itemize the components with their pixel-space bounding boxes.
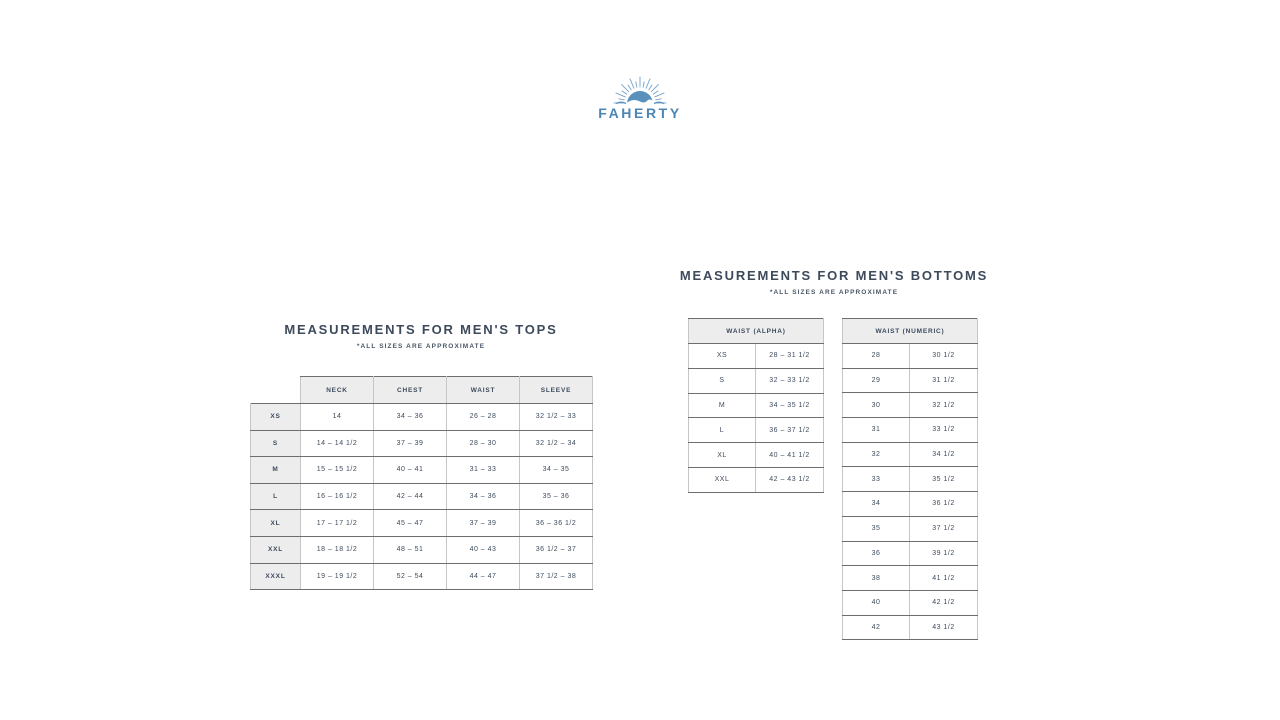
numeric-table-body — [843, 344, 978, 640]
measurement-cell: 16 – 16 1/2 — [301, 483, 374, 510]
tops-column-header: SLEEVE — [520, 377, 593, 404]
size-cell: 42 — [843, 615, 910, 640]
waist-value-cell: 35 1/2 — [910, 467, 978, 492]
size-cell: L — [689, 418, 756, 443]
numeric-table-row — [843, 368, 978, 393]
tops-column-header: WAIST — [447, 377, 520, 404]
size-cell: 34 — [843, 492, 910, 517]
size-cell: 31 — [843, 418, 910, 443]
sun-ray-icon — [643, 82, 644, 87]
measurement-cell: 52 – 54 — [374, 563, 447, 590]
tops-title: MEASUREMENTS FOR MEN'S TOPS — [284, 322, 558, 337]
tops-subtitle: *ALL SIZES ARE APPROXIMATE — [356, 343, 486, 350]
alpha-header-row — [689, 319, 824, 344]
size-label-cell: XXL — [251, 536, 301, 563]
measurement-cell: 34 – 36 — [374, 404, 447, 431]
size-label-cell: M — [251, 457, 301, 484]
measurement-cell: 45 – 47 — [374, 510, 447, 537]
tops-heading — [250, 322, 592, 350]
size-cell: XL — [689, 443, 756, 468]
measurement-cell: 32 1/2 – 33 — [520, 404, 593, 431]
sun-ray-icon — [649, 85, 652, 90]
waist-value-cell: 40 – 41 1/2 — [756, 443, 824, 468]
measurement-cell: 17 – 17 1/2 — [301, 510, 374, 537]
sun-ray-icon — [655, 93, 664, 97]
measurement-cell: 26 – 28 — [447, 404, 520, 431]
waist-value-cell: 42 – 43 1/2 — [756, 467, 824, 492]
size-cell: XXL — [689, 467, 756, 492]
size-cell: 33 — [843, 467, 910, 492]
measurement-cell: 37 – 39 — [374, 430, 447, 457]
alpha-table-header: WAIST (ALPHA) — [689, 319, 824, 344]
size-cell: 40 — [843, 590, 910, 615]
tops-table-row — [251, 404, 593, 431]
measurement-cell: 42 – 44 — [374, 483, 447, 510]
waist-value-cell: 30 1/2 — [910, 344, 978, 369]
sun-ray-icon — [651, 85, 658, 92]
alpha-table-row — [689, 467, 824, 492]
tops-table-row — [251, 430, 593, 457]
waist-alpha-table — [688, 318, 824, 493]
measurement-cell: 40 – 43 — [447, 536, 520, 563]
size-label-cell: L — [251, 483, 301, 510]
size-cell: 29 — [843, 368, 910, 393]
measurement-cell: 14 – 14 1/2 — [301, 430, 374, 457]
sun-ray-icon — [653, 91, 658, 94]
measurement-cell: 15 – 15 1/2 — [301, 457, 374, 484]
measurement-cell: 19 – 19 1/2 — [301, 563, 374, 590]
sun-ray-icon — [656, 99, 661, 100]
bottoms-heading — [664, 268, 1004, 296]
size-cell: M — [689, 393, 756, 418]
numeric-table-row — [843, 344, 978, 369]
sun-ray-icon — [630, 79, 634, 88]
measurement-cell: 34 – 35 — [520, 457, 593, 484]
waist-value-cell: 42 1/2 — [910, 590, 978, 615]
measurement-cell: 37 1/2 – 38 — [520, 563, 593, 590]
faherty-wordmark: FAHERTY — [598, 105, 682, 121]
measurement-cell: 34 – 36 — [447, 483, 520, 510]
measurement-cell: 35 – 36 — [520, 483, 593, 510]
sun-ray-icon — [628, 85, 631, 90]
size-cell: S — [689, 368, 756, 393]
size-cell: 38 — [843, 566, 910, 591]
numeric-table-row — [843, 418, 978, 443]
alpha-table-row — [689, 368, 824, 393]
measurement-cell: 18 – 18 1/2 — [301, 536, 374, 563]
numeric-table-row — [843, 516, 978, 541]
sun-ray-icon — [619, 99, 624, 100]
tops-table-row — [251, 536, 593, 563]
sun-ray-icon — [622, 85, 629, 92]
sun-ray-icon — [636, 82, 637, 87]
waist-value-cell: 36 – 37 1/2 — [756, 418, 824, 443]
alpha-table-row — [689, 344, 824, 369]
tops-table-row — [251, 510, 593, 537]
waist-value-cell: 33 1/2 — [910, 418, 978, 443]
numeric-table-row — [843, 467, 978, 492]
size-label-cell: XXXL — [251, 563, 301, 590]
size-cell: 32 — [843, 442, 910, 467]
sun-ray-icon — [622, 91, 627, 94]
numeric-table-row — [843, 566, 978, 591]
measurement-cell: 44 – 47 — [447, 563, 520, 590]
numeric-table-row — [843, 615, 978, 640]
waist-value-cell: 34 1/2 — [910, 442, 978, 467]
waist-value-cell: 32 1/2 — [910, 393, 978, 418]
numeric-header-row — [843, 319, 978, 344]
size-label-cell: XL — [251, 510, 301, 537]
measurement-cell: 48 – 51 — [374, 536, 447, 563]
size-label-cell: S — [251, 430, 301, 457]
alpha-table-row — [689, 418, 824, 443]
waist-value-cell: 32 – 33 1/2 — [756, 368, 824, 393]
tops-column-header: NECK — [301, 377, 374, 404]
bottoms-subtitle: *ALL SIZES ARE APPROXIMATE — [769, 289, 899, 296]
alpha-table-body — [689, 344, 824, 493]
measurement-cell: 32 1/2 – 34 — [520, 430, 593, 457]
measurement-cell: 36 – 36 1/2 — [520, 510, 593, 537]
alpha-table-row — [689, 443, 824, 468]
tops-table-row — [251, 563, 593, 590]
numeric-table-row — [843, 541, 978, 566]
size-cell: 36 — [843, 541, 910, 566]
sun-ray-icon — [646, 79, 650, 88]
alpha-table-row — [689, 393, 824, 418]
faherty-sun-logo-icon — [597, 70, 683, 108]
waist-value-cell: 37 1/2 — [910, 516, 978, 541]
waist-value-cell: 39 1/2 — [910, 541, 978, 566]
measurement-cell: 37 – 39 — [447, 510, 520, 537]
waist-value-cell: 36 1/2 — [910, 492, 978, 517]
tops-table-row — [251, 483, 593, 510]
tops-header-row — [251, 377, 593, 404]
waist-value-cell: 41 1/2 — [910, 566, 978, 591]
measurement-cell: 36 1/2 – 37 — [520, 536, 593, 563]
numeric-table-row — [843, 393, 978, 418]
tops-table-row — [251, 457, 593, 484]
waist-value-cell: 34 – 35 1/2 — [756, 393, 824, 418]
numeric-table-header: WAIST (NUMERIC) — [843, 319, 978, 344]
measurement-cell: 14 — [301, 404, 374, 431]
bottoms-title: MEASUREMENTS FOR MEN'S BOTTOMS — [679, 268, 989, 283]
waist-numeric-table — [842, 318, 978, 640]
measurement-cell: 40 – 41 — [374, 457, 447, 484]
tops-size-table — [250, 376, 593, 590]
waist-value-cell: 28 – 31 1/2 — [756, 344, 824, 369]
sun-ray-icon — [616, 93, 625, 97]
waist-value-cell: 43 1/2 — [910, 615, 978, 640]
size-label-cell: XS — [251, 404, 301, 431]
numeric-table-row — [843, 590, 978, 615]
size-cell: 30 — [843, 393, 910, 418]
size-cell: 35 — [843, 516, 910, 541]
tops-table-body — [251, 404, 593, 590]
measurement-cell: 31 – 33 — [447, 457, 520, 484]
numeric-table-row — [843, 492, 978, 517]
measurement-cell: 28 – 30 — [447, 430, 520, 457]
numeric-table-row — [843, 442, 978, 467]
waist-value-cell: 31 1/2 — [910, 368, 978, 393]
corner-cell — [251, 377, 301, 404]
tops-column-header: CHEST — [374, 377, 447, 404]
size-cell: XS — [689, 344, 756, 369]
size-cell: 28 — [843, 344, 910, 369]
